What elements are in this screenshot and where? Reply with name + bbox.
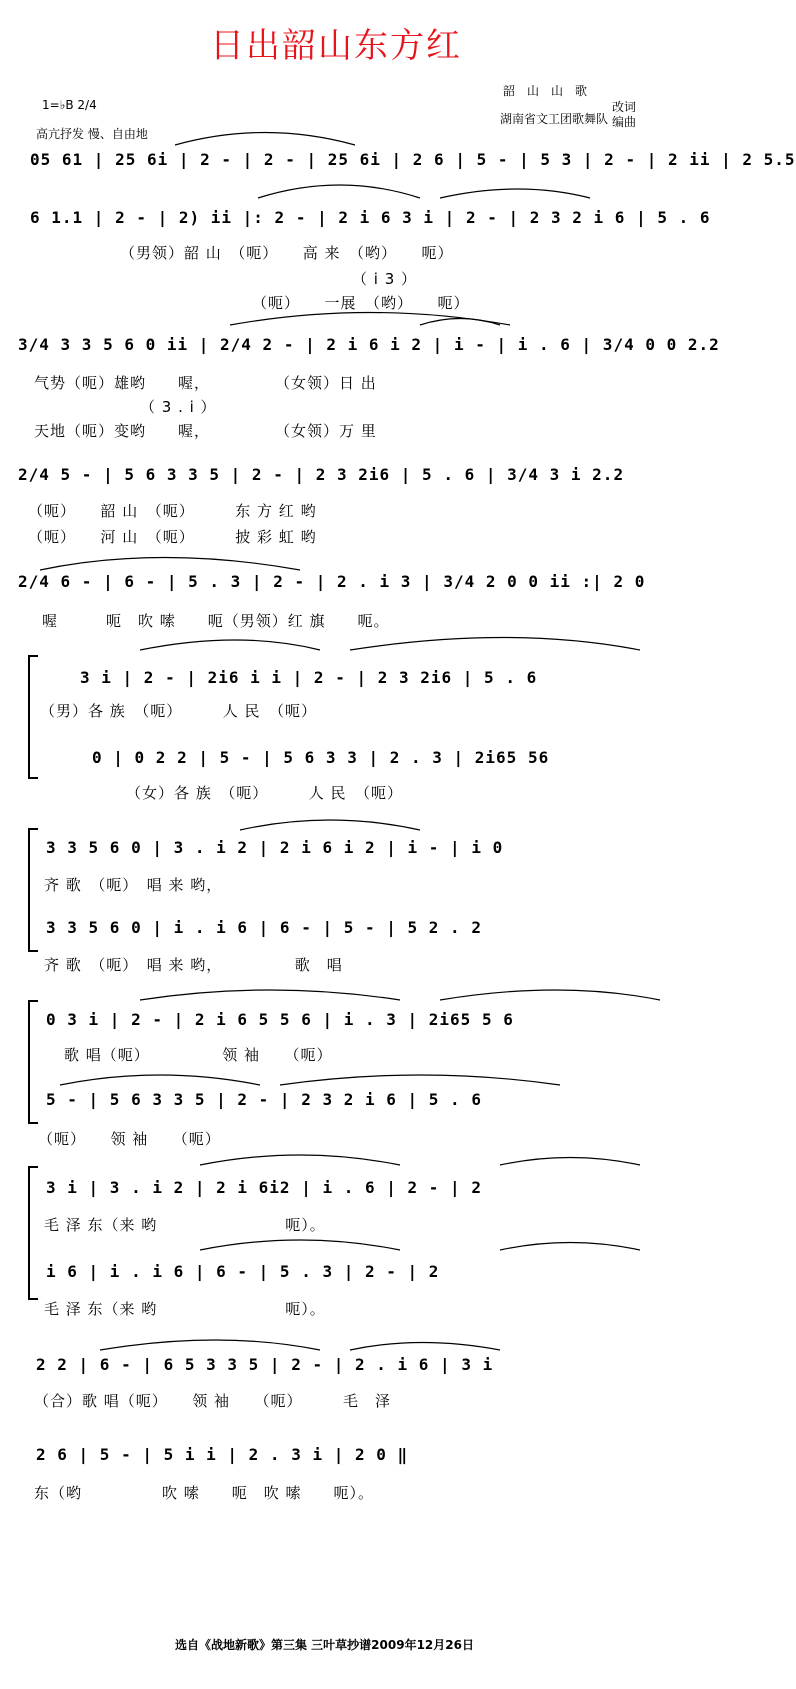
source-credit: 韶 山 山 歌 [503, 84, 588, 98]
lyric-line-9: 齐 歌 （呃） 唱 来 哟， 歌 唱 [44, 956, 343, 974]
alt-notes-2: （ i 3 ） [352, 270, 418, 288]
notation-line-2: 6 1.1 | 2 - | 2) ii |: 2 - | 2 i 6 3 i | 2 - | 2 3 2 i 6 | 5 . 6 [30, 208, 711, 227]
notation-line-13: i 6 | i . i 6 | 6 - | 5 . 3 | 2 - | 2 [46, 1262, 440, 1281]
alt-notes-3: （ 3 . i ） [140, 398, 217, 416]
roles-credit: 改词 编曲 [612, 100, 637, 129]
lyric-line-13: 毛 泽 东（来 哟 呃）。 [44, 1300, 326, 1318]
notation-line-15: 2 6 | 5 - | 5 i i | 2 . 3 i | 2 0 ‖ [36, 1445, 409, 1464]
tempo-marking: 高亢抒发 慢、自由地 [36, 127, 148, 141]
lyric-line-3b: 天地（呃）变哟 喔， （女领）万 里 [34, 422, 377, 440]
lyric-line-6: （男）各 族 （呃） 人 民 （呃） [40, 702, 318, 720]
notation-line-8: 3 3 5 6 0 | 3 . i 2 | 2 i 6 i 2 | i - | i 0 [46, 838, 504, 857]
lyric-line-2a: （男领）韶 山 （呃） 高 来 （哟） 呃） [120, 244, 454, 262]
lyric-line-3a: 气势（呃）雄哟 喔， （女领）日 出 [34, 374, 377, 392]
lyric-line-12: 毛 泽 东（来 哟 呃）。 [44, 1216, 326, 1234]
lyric-line-8: 齐 歌 （呃） 唱 来 哟， [44, 876, 223, 894]
notation-line-11: 5 - | 5 6 3 3 5 | 2 - | 2 3 2 i 6 | 5 . 6 [46, 1090, 482, 1109]
lyric-line-7: （女）各 族 （呃） 人 民 （呃） [126, 784, 404, 802]
key-signature: 1=♭B 2/4 [42, 98, 97, 112]
lyric-line-4b: （呃） 河 山 （呃） 披 彩 虹 哟 [28, 528, 317, 546]
notation-line-12: 3 i | 3 . i 2 | 2 i 6i2 | i . 6 | 2 - | 2 [46, 1178, 482, 1197]
notation-line-4: 2/4 5 - | 5 6 3 3 5 | 2 - | 2 3 2i6 | 5 . 6 | 3/4 3 i 2.2 [18, 465, 625, 484]
lyric-line-5: 喔 呃 吹 嗦 呃（男领）红 旗 呃。 [42, 612, 390, 630]
notation-line-10: 0 3 i | 2 - | 2 i 6 5 5 6 | i . 3 | 2i65 5 6 [46, 1010, 514, 1029]
notation-line-9: 3 3 5 6 0 | i . i 6 | 6 - | 5 - | 5 2 . 2 [46, 918, 482, 937]
arranger-credit: 湖南省文工团歌舞队 [500, 112, 609, 126]
source-footer: 选自《战地新歌》第三集 三叶草抄谱2009年12月26日 [175, 1638, 474, 1652]
notation-line-3: 3/4 3 3 5 6 0 ii | 2/4 2 - | 2 i 6 i 2 | i - | i . 6 | 3/4 0 0 2.2 [18, 335, 720, 354]
notation-line-7: 0 | 0 2 2 | 5 - | 5 6 3 3 | 2 . 3 | 2i65 56 [92, 748, 550, 767]
lyric-line-4a: （呃） 韶 山 （呃） 东 方 红 哟 [28, 502, 317, 520]
lyric-line-2b: （呃） 一展 （哟） 呃） [252, 294, 470, 312]
lyric-line-14: （合）歌 唱（呃） 领 袖 （呃） 毛 泽 [34, 1392, 392, 1410]
notation-line-1: 05 61 | 25 6i | 2 - | 2 - | 25 6i | 2 6 | 5 - | 5 3 | 2 - | 2 ii | 2 5.5 [30, 150, 796, 169]
lyric-line-15: 东（哟 吹 嗦 呃 吹 嗦 呃）。 [34, 1484, 375, 1502]
lyric-line-11: （呃） 领 袖 （呃） [38, 1130, 221, 1148]
notation-line-6: 3 i | 2 - | 2i6 i i | 2 - | 2 3 2i6 | 5 . 6 [80, 668, 538, 687]
notation-line-5: 2/4 6 - | 6 - | 5 . 3 | 2 - | 2 . i 3 | 3/4 2 0 0 ii :| 2 0 [18, 572, 646, 591]
notation-line-14: 2 2 | 6 - | 6 5 3 3 5 | 2 - | 2 . i 6 | 3 i [36, 1355, 494, 1374]
song-title: 日出韶山东方红 [210, 26, 462, 66]
lyric-line-10: 歌 唱（呃） 领 袖 （呃） [64, 1046, 333, 1064]
